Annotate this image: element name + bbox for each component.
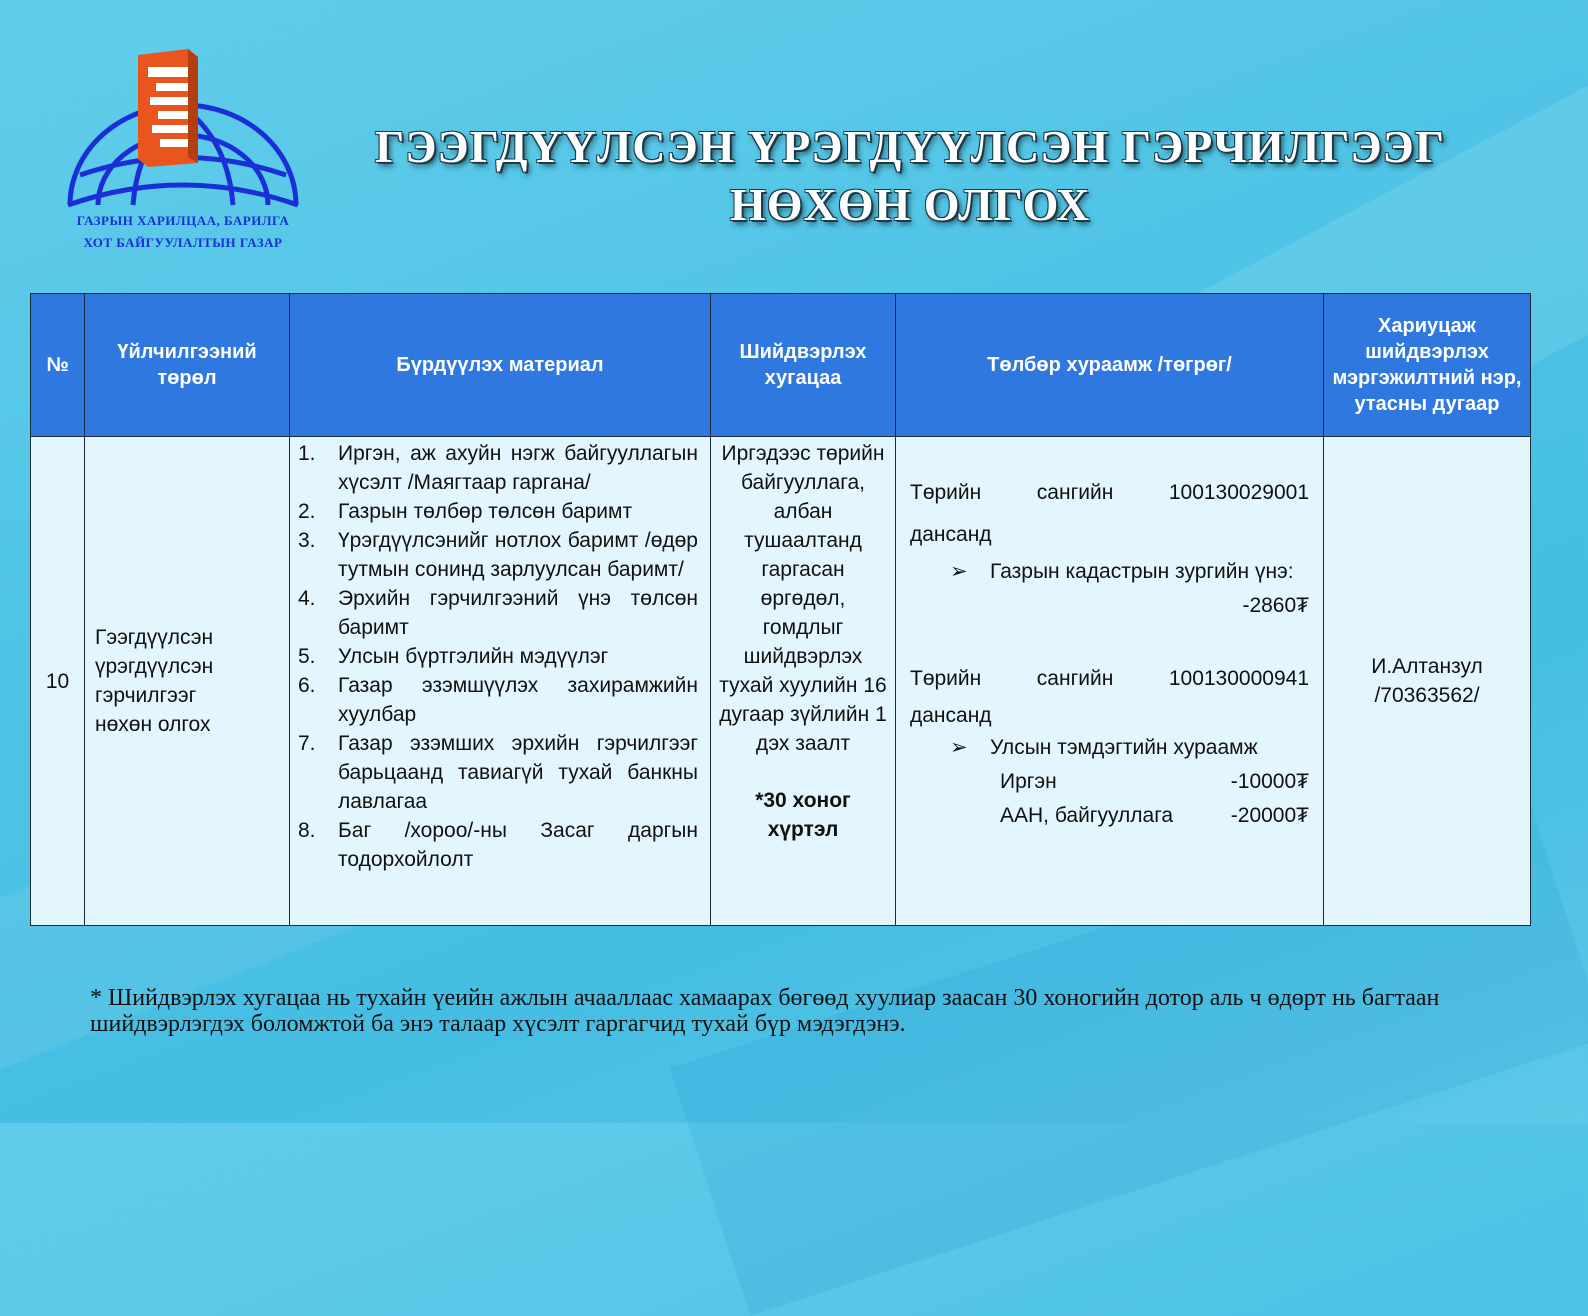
list-item-text: Газар эзэмшүүлэх захирамжийн хуулбар [338,674,698,726]
fee-block-1 [910,471,1309,623]
arrow-bullet-icon: ➢ [950,736,968,759]
list-item-number: 8. [298,819,316,842]
agency-logo [58,45,308,260]
fee-account-2: Төрийн сангийн 100130000941 [910,667,1309,690]
fee-row [910,765,1309,799]
fee-item-1 [910,555,1309,589]
list-item-text: Баг /хороо/-ны Засаг даргын тодорхойлолт [338,819,698,871]
list-item [298,526,698,584]
building-globe-logo-icon [58,45,308,215]
list-item-number: 2. [298,500,316,523]
fee-row-amount: -20000₮ [1230,804,1309,827]
header-service-type: Үйлчилгээний төрөл [85,294,290,437]
contact-name: И.Алтанзул [1371,655,1483,678]
footnote: * Шийдвэрлэх хугацаа нь тухайн үеийн ажлын ачааллаас хамаарах бөгөөд хуулиар заасан 30 хоногийн дотор аль ч өдөрт нь багтаан шийдвэрлэгдэх боломжтой ба энэ талаар хүсэлт гаргагчид тухай бүр мэдэгдэнэ. [90,985,1440,1037]
list-item-text: Газрын төлбөр төлсөн баримт [338,500,633,523]
list-item-text: Үрэгдүүлсэнийг нотлох баримт /өдөр тутмын сонинд зарлуулсан баримт/ [338,529,698,581]
service-type-line: Гээгдүүлсэн [95,626,214,649]
list-item [298,816,698,874]
table-row [31,437,1531,926]
service-type-line: нөхөн олгох [95,713,211,736]
fee-row-label: Иргэн [1000,770,1057,793]
table-header-row [31,294,1531,437]
decision-time-limit: *30 хоног хүртэл [755,789,851,841]
logo-name-line2: ХОТ БАЙГУУЛАЛТЫН ГАЗАР [83,235,283,250]
header-materials: Бүрдүүлэх материал [290,294,711,437]
list-item-text: Иргэн, аж ахуйн нэгж байгууллагын хүсэлт /Маягтаар гаргана/ [338,442,698,494]
list-item [298,642,698,671]
arrow-bullet-icon: ➢ [950,560,968,583]
cell-contact [1324,437,1531,926]
list-item-number: 1. [298,442,316,465]
fee-row-amount: -10000₮ [1230,770,1309,793]
page-title [330,118,1490,234]
list-item-number: 4. [298,587,316,610]
list-item-number: 3. [298,529,316,552]
header-fee: Төлбөр хураамж /төгрөг/ [896,294,1324,437]
header-number: № [31,294,85,437]
fee-item-2-label: Улсын тэмдэгтийн хураамж [990,736,1258,759]
fee-item-1-amount: -2860₮ [1242,594,1309,617]
fee-account-1: Төрийн сангийн 100130029001 [910,481,1309,504]
service-type-line: гэрчилгээг [95,684,197,707]
list-item-number: 6. [298,674,316,697]
fee-row-label: ААН, байгууллага [1000,804,1174,827]
fee-row [910,799,1309,833]
list-item [298,439,698,497]
header-decision-time: Шийдвэрлэх хугацаа [711,294,896,437]
list-item-text: Эрхийн гэрчилгээний үнэ төлсөн баримт [338,587,698,639]
list-item-number: 5. [298,645,316,668]
page-title-line2: НӨХӨН ОЛГОХ [729,179,1091,230]
contact-phone: /70363562/ [1374,684,1480,707]
service-table [30,293,1531,926]
fee-item-2 [910,731,1309,765]
materials-list [298,439,698,874]
cell-materials [290,437,711,926]
fee-block-2 [910,657,1309,833]
service-type-line: үрэгдүүлсэн [95,655,214,678]
cell-decision-time [711,437,896,926]
list-item-number: 7. [298,732,316,755]
decision-time-text: Иргэдээс төрийн байгууллага, албан тушаалтанд гаргасан өргөдөл, гомдлыг шийдвэрлэх тухай хуулийн 16 дугаар зүйлийн 1 дэх заалт [719,442,887,755]
logo-name-line1: ГАЗРЫН ХАРИЛЦАА, БАРИЛГА [76,213,290,228]
cell-fee [896,437,1324,926]
cell-service-type [85,437,290,926]
list-item [298,497,698,526]
fee-item-1-label: Газрын кадастрын зургийн үнэ: [990,560,1294,583]
fee-account-1-suffix: дансанд [910,523,992,546]
header-contact: Хариуцаж шийдвэрлэх мэргэжилтний нэр, утасны дугаар [1324,294,1531,437]
list-item [298,671,698,729]
list-item [298,584,698,642]
list-item-text: Газар эзэмших эрхийн гэрчилгээг барьцаанд тавиагүй тухай банкны лавлагаа [338,732,698,813]
fee-account-2-suffix: дансанд [910,704,992,727]
list-item-text: Улсын бүртгэлийн мэдүүлэг [338,645,609,668]
page-title-line1: ГЭЭГДҮҮЛСЭН ҮРЭГДҮҮЛСЭН ГЭРЧИЛГЭЭГ [374,121,1446,172]
cell-number: 10 [31,437,85,926]
list-item [298,729,698,816]
